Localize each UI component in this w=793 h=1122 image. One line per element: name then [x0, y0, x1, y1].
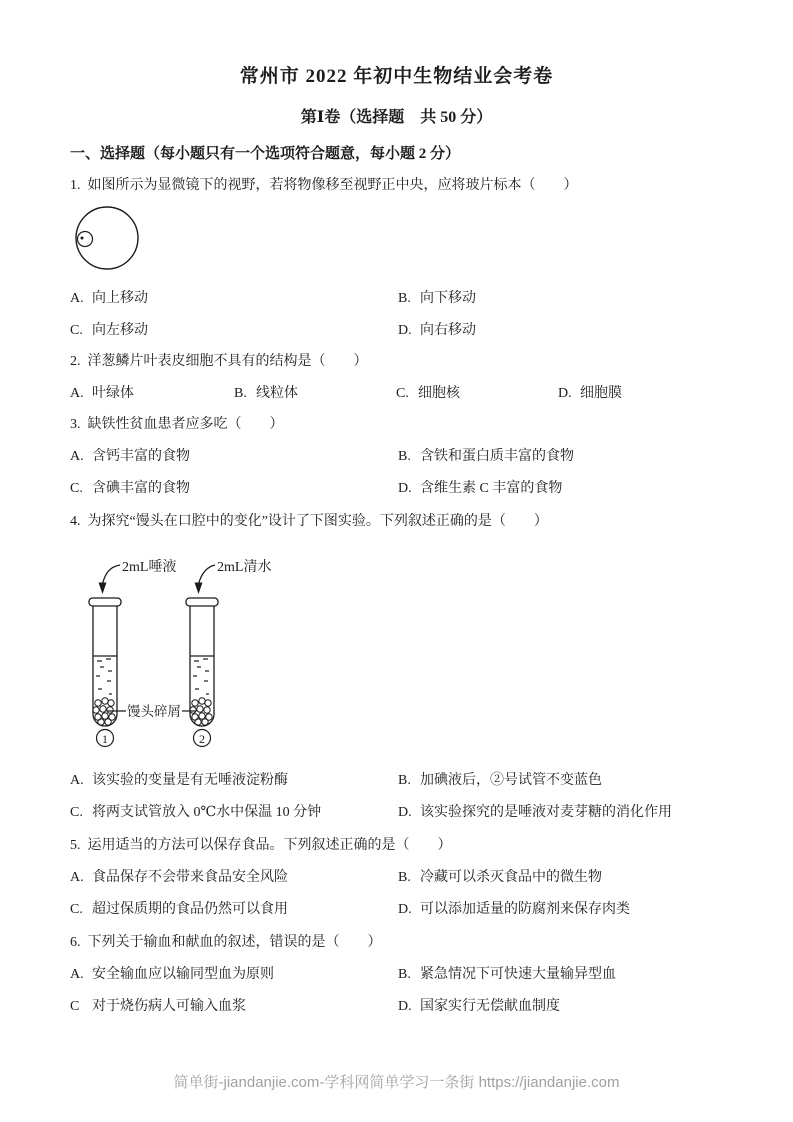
question-5-options-row-2 [70, 900, 793, 920]
option-letter: A. [70, 449, 84, 464]
option-text: 国家实行无偿献血制度 [420, 999, 560, 1014]
question-5-options-row-1 [70, 868, 793, 888]
question-6-options-row-1 [70, 965, 793, 985]
question-5-stem [70, 836, 757, 856]
option-letter: B. [398, 291, 411, 306]
question-1-options-row-1 [70, 289, 793, 309]
question-number: 5. [70, 838, 81, 853]
microscope-field-figure [70, 203, 200, 275]
option-c [70, 803, 398, 823]
test-tube-2 [186, 598, 218, 726]
option-letter: D. [398, 999, 412, 1014]
water-arrowhead [195, 583, 203, 595]
question-5 [0, 836, 793, 920]
question-2 [0, 352, 793, 404]
option-text: 含碘丰富的食物 [92, 481, 190, 496]
option-letter: A. [70, 967, 84, 982]
svg-text:2: 2 [199, 732, 205, 746]
option-text: 将两支试管放入 0℃水中保温 10 分钟 [92, 805, 322, 820]
question-text: 洋葱鳞片叶表皮细胞不具有的结构是（ ） [87, 354, 368, 369]
option-c [70, 997, 398, 1017]
option-b [398, 447, 793, 467]
question-4-stem [70, 512, 757, 532]
option-text: 该实验探究的是唾液对麦芽糖的消化作用 [420, 805, 672, 820]
option-letter: D. [558, 386, 572, 401]
option-text: 细胞膜 [580, 386, 622, 401]
liquid-dashes [193, 659, 209, 694]
option-letter: D. [398, 805, 412, 820]
option-text: 可以添加适量的防腐剂来保存肉类 [420, 902, 630, 917]
part-header: 一、选择题（每小题只有一个选项符合题意，每小题 2 分） [70, 146, 461, 162]
question-1-options-row-2 [70, 321, 793, 341]
option-letter: C. [70, 805, 83, 820]
option-text: 对于烧伤病人可输入血浆 [92, 999, 246, 1014]
option-c [70, 900, 398, 920]
page-title: 常州市 2022 年初中生物结业会考卷 [239, 66, 554, 87]
option-b [234, 384, 396, 404]
option-letter: A. [70, 870, 84, 885]
option-text: 向右移动 [420, 323, 476, 338]
question-1-stem [70, 176, 757, 196]
question-text: 下列关于输血和献血的叙述，错误的是（ ） [87, 935, 382, 950]
option-letter: D. [398, 902, 412, 917]
option-b [398, 965, 793, 985]
question-4-options-row-1 [70, 771, 793, 791]
saliva-arrow [103, 565, 121, 584]
svg-text:1: 1 [102, 732, 108, 746]
option-text: 向上移动 [92, 291, 148, 306]
option-d [398, 321, 793, 341]
question-4 [0, 512, 793, 823]
liquid-dashes [96, 659, 112, 694]
tube-2-number [194, 730, 211, 747]
question-text: 为探究“馒头在口腔中的变化”设计了下图实验。下列叙述正确的是（ ） [87, 514, 548, 529]
test-tube-experiment-figure [60, 554, 360, 751]
option-letter: B. [398, 870, 411, 885]
question-number: 1. [70, 178, 81, 193]
watermark-footer: 简单街-jiandanjie.com-学科网简单学习一条街 https://jiandanjie.com [173, 1074, 620, 1091]
option-text: 冷藏可以杀灭食品中的微生物 [420, 870, 602, 885]
option-b [398, 289, 793, 309]
saliva-arrowhead [99, 583, 107, 595]
question-text: 如图所示为显微镜下的视野，若将物像移至视野正中央，应将玻片标本（ ） [87, 178, 578, 193]
option-text: 加碘液后，②号试管不变蓝色 [420, 773, 602, 788]
option-c [396, 384, 558, 404]
option-letter: B. [398, 773, 411, 788]
option-c [70, 321, 398, 341]
option-a [70, 289, 398, 309]
option-d [558, 384, 793, 404]
specimen-dot [81, 237, 84, 240]
question-number: 2. [70, 354, 81, 369]
water-volume-label: 2mL清水 [217, 560, 272, 575]
option-text: 细胞核 [418, 386, 460, 401]
option-letter: B. [398, 449, 411, 464]
question-2-options [70, 384, 793, 404]
option-letter: A. [70, 386, 84, 401]
option-b [398, 771, 793, 791]
option-letter: D. [398, 323, 412, 338]
volume-header: 第Ⅰ卷（选择题 共 50 分） [300, 109, 493, 126]
option-letter: C. [396, 386, 409, 401]
option-a [70, 868, 398, 888]
question-3-options-row-2 [70, 479, 793, 499]
option-a [70, 447, 398, 467]
option-letter: C [70, 999, 80, 1014]
option-c [70, 479, 398, 499]
bread-crumbs-label: 馒头碎屑 [127, 704, 181, 719]
option-d [398, 803, 793, 823]
question-3 [0, 415, 793, 499]
tube-1-number [97, 730, 114, 747]
option-d [398, 900, 793, 920]
option-d [398, 479, 793, 499]
option-letter: B. [398, 967, 411, 982]
option-text: 该实验的变量是有无唾液淀粉酶 [92, 773, 288, 788]
question-3-options-row-1 [70, 447, 793, 467]
option-a [70, 771, 398, 791]
option-a [70, 384, 234, 404]
option-letter: C. [70, 481, 83, 496]
option-letter: D. [398, 481, 412, 496]
option-letter: B. [234, 386, 247, 401]
question-4-options-row-2 [70, 803, 793, 823]
option-text: 含维生素 C 丰富的食物 [420, 481, 563, 496]
test-tube-1 [89, 598, 121, 726]
saliva-volume-label: 2mL唾液 [122, 560, 177, 575]
option-letter: A. [70, 291, 84, 306]
option-d [398, 997, 793, 1017]
option-letter: A. [70, 773, 84, 788]
option-b [398, 868, 793, 888]
option-text: 超过保质期的食品仍然可以食用 [92, 902, 288, 917]
question-text: 运用适当的方法可以保存食品。下列叙述正确的是（ ） [87, 838, 452, 853]
option-text: 向下移动 [420, 291, 476, 306]
question-1 [0, 176, 793, 341]
question-2-stem [70, 352, 757, 372]
option-text: 向左移动 [92, 323, 148, 338]
water-arrow [199, 565, 216, 584]
question-6 [0, 933, 793, 1017]
option-text: 含铁和蛋白质丰富的食物 [420, 449, 574, 464]
question-number: 6. [70, 935, 81, 950]
option-text: 含钙丰富的食物 [92, 449, 190, 464]
option-letter: C. [70, 902, 83, 917]
question-number: 3. [70, 417, 81, 432]
option-text: 线粒体 [256, 386, 298, 401]
question-6-stem [70, 933, 757, 953]
question-6-options-row-2 [70, 997, 793, 1017]
option-text: 食品保存不会带来食品安全风险 [92, 870, 288, 885]
option-text: 安全输血应以输同型血为原则 [92, 967, 274, 982]
question-3-stem [70, 415, 757, 435]
question-text: 缺铁性贫血患者应多吃（ ） [87, 417, 284, 432]
option-text: 叶绿体 [92, 386, 134, 401]
option-a [70, 965, 398, 985]
question-number: 4. [70, 514, 81, 529]
option-letter: C. [70, 323, 83, 338]
option-text: 紧急情况下可快速大量输异型血 [420, 967, 616, 982]
specimen-cell-circle [78, 232, 93, 247]
